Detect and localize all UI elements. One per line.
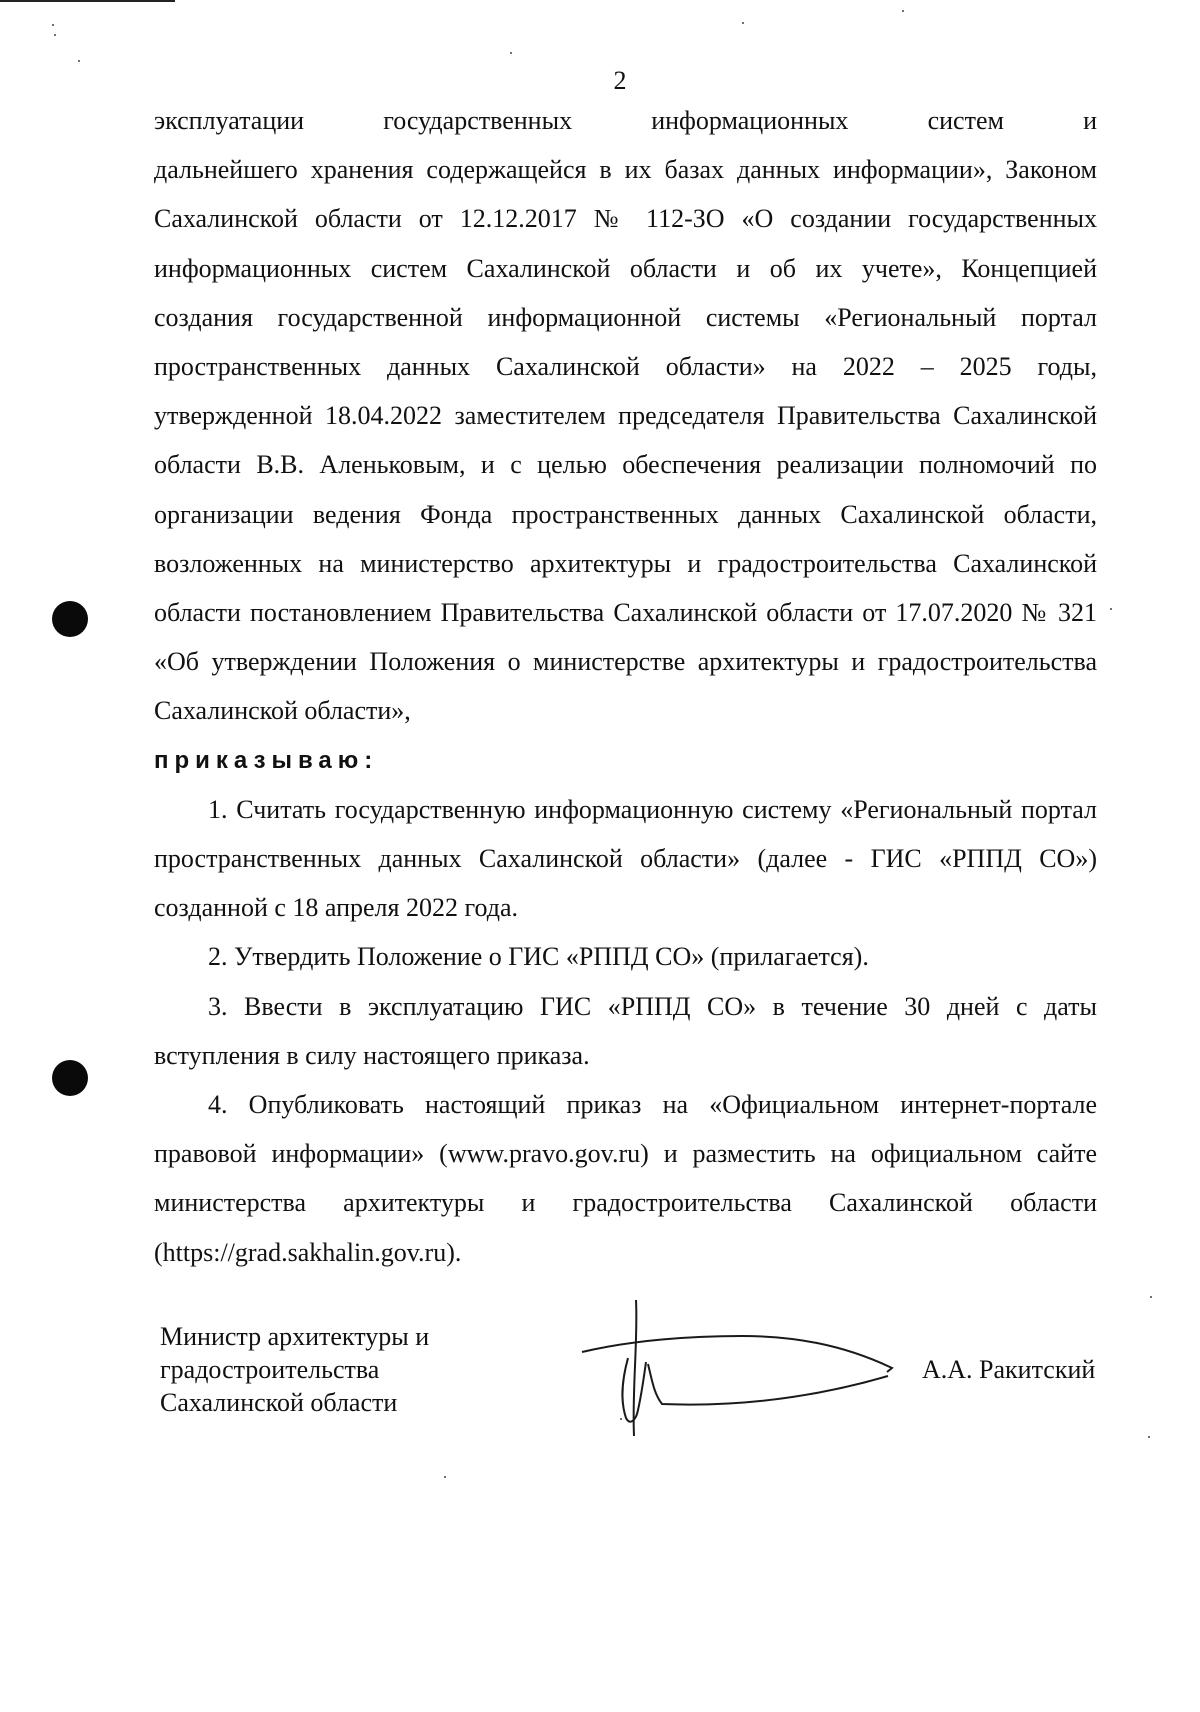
punch-hole-bottom (52, 1060, 88, 1096)
signatory-position-line-1: Министр архитектуры и (160, 1322, 430, 1351)
scan-speck (78, 60, 80, 62)
handwritten-signature (572, 1280, 912, 1450)
order-item-1: 1. Считать государственную информационную систему «Региональный портал пространственных данных Сахалинской области» (далее - ГИС «РППД СО») созданной с 18 апреля 2022 года. (154, 794, 1097, 923)
scan-speck (1110, 608, 1112, 610)
scan-speck (510, 52, 512, 54)
scan-speck (52, 24, 54, 26)
body-first-line: эксплуатации государственных информационных систем и (154, 106, 1097, 135)
scan-edge-line (0, 0, 175, 2)
signature-block (160, 1320, 1120, 1450)
order-item-4: 4. Опубликовать настоящий приказ на «Официальном интернет-портале правовой информации» (www.pravo.gov.ru) и разместить на официальном сайте министерства архитектуры и градостроительства Сахалинской области (https://grad.sakhalin.gov.ru). (154, 1090, 1097, 1267)
page-number: 2 (613, 66, 627, 95)
document-body (154, 96, 1097, 1277)
order-item-3: 3. Ввести в эксплуатацию ГИС «РППД СО» в течение 30 дней с даты вступления в силу настоящего приказа. (154, 991, 1097, 1070)
signatory-position-line-2: градостроительства (160, 1355, 380, 1384)
signatory-position-line-3: Сахалинской области (160, 1388, 398, 1417)
order-word: приказываю: (154, 746, 379, 774)
scan-speck (1148, 1436, 1150, 1438)
scan-speck (902, 10, 904, 12)
signatory-position (160, 1320, 480, 1419)
scan-speck (620, 1418, 622, 1420)
body-paragraph: дальнейшего хранения содержащейся в их базах данных информации», Законом Сахалинской области от 12.12.2017 № 112-ЗО «О создании государственных информационных систем Сахалинской области и об их учете», Концепцией создания государственной информационной системы «Региональный портал пространственных данных Сахалинской области» на 2022 – 2025 годы, утвержденной 18.04.2022 заместителем председателя Правительства Сахалинской области В.В. Аленьковым, и с целью обеспечения реализации полномочий по организации ведения Фонда пространственных данных Сахалинской области, возложенных на министерство архитектуры и градостроительства Сахалинской области постановлением Правительства Сахалинской области от 17.07.2020 № 321 «Об утверждении Положения о министерстве архитектуры и градостроительства Сахалинской области», (154, 155, 1097, 726)
scan-speck (54, 34, 56, 36)
order-item-2: 2. Утвердить Положение о ГИС «РППД СО» (прилагается). (208, 942, 869, 972)
scan-speck (444, 1476, 446, 1478)
punch-hole-top (52, 601, 88, 637)
scan-speck (742, 22, 744, 24)
signatory-name: А.А. Ракитский (922, 1355, 1096, 1384)
scan-speck (1150, 1296, 1152, 1298)
